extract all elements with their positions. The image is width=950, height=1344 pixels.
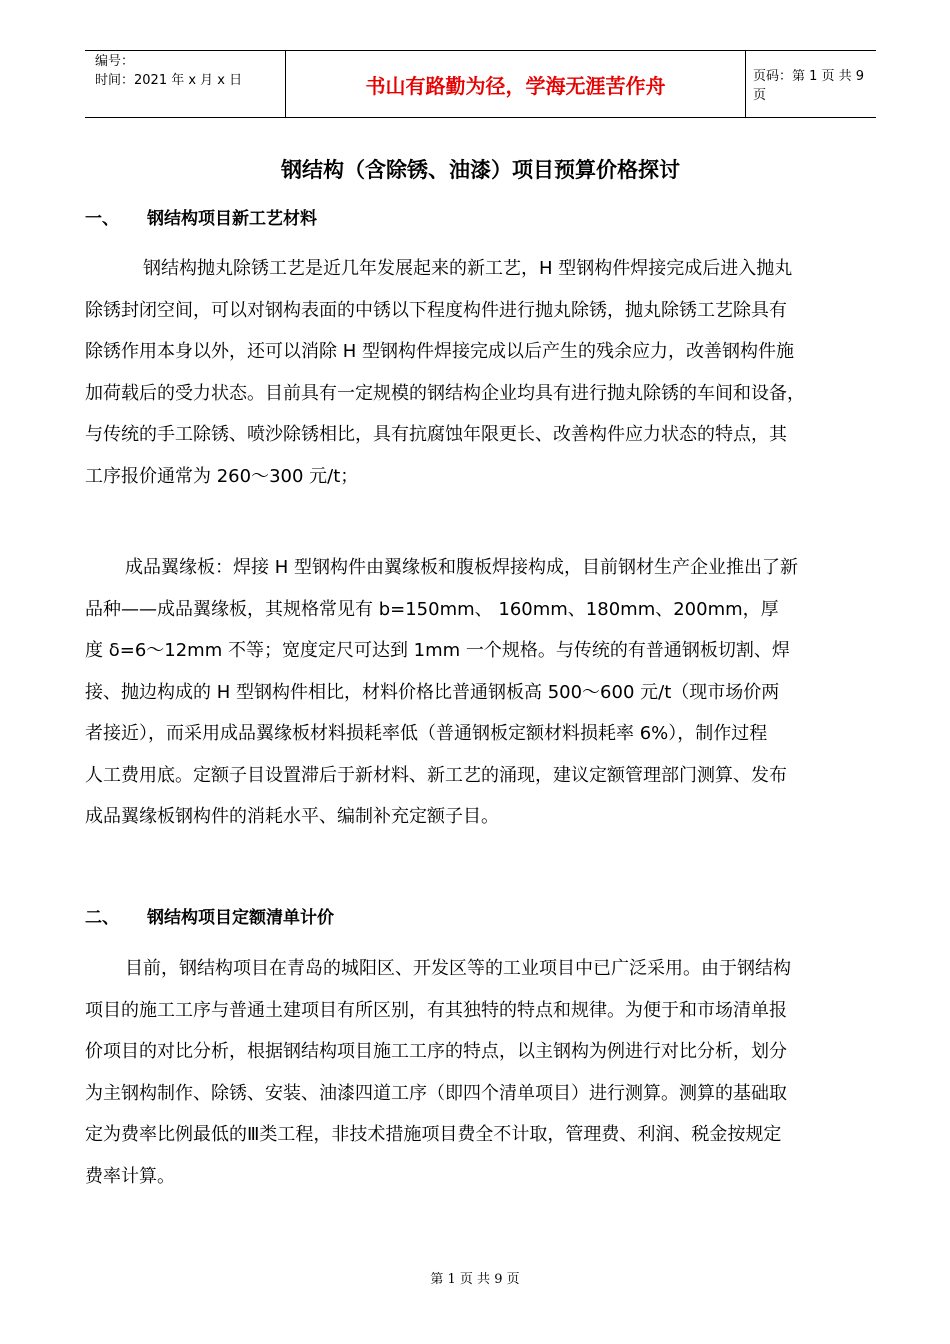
- paragraph-line: 度 δ=6～12mm 不等；宽度定尺可达到 1mm 一个规格。与传统的有普通钢板切割、焊: [85, 640, 790, 661]
- document-number-label: 编号：: [95, 54, 135, 69]
- paragraph-line: 成品翼缘板：焊接 H 型钢构件由翼缘板和腹板焊接构成，目前钢材生产企业推出了新: [125, 557, 798, 578]
- page-header: [85, 50, 876, 118]
- section-number: 二、: [85, 908, 119, 928]
- header-motto: 书山有路勤为径，学海无涯苦作舟: [285, 51, 746, 117]
- paragraph-line: 成品翼缘板钢构件的消耗水平、编制补充定额子目。: [85, 806, 499, 827]
- document-title: 钢结构（含除锈、油漆）项目预算价格探讨: [281, 158, 680, 182]
- document-time-label: 时间：2021 年 x 月 x 日: [95, 73, 243, 88]
- paragraph-line: 加荷载后的受力状态。目前具有一定规模的钢结构企业均具有进行抛丸除锈的车间和设备，: [85, 382, 805, 404]
- paragraph-line: 价项目的对比分析，根据钢结构项目施工工序的特点，以主钢构为例进行对比分析，划分: [85, 1041, 787, 1062]
- paragraph-line: 除锈作用本身以外，还可以消除 H 型钢构件焊接完成以后产生的残余应力，改善钢构件施: [85, 341, 794, 362]
- header-page-info: 页码：第 1 页 共 9 页: [753, 69, 865, 103]
- paragraph-line: 费率计算。: [85, 1165, 175, 1187]
- paragraph-line: 定为费率比例最低的Ⅲ类工程，非技术措施项目费全不计取，管理费、利润、税金按规定: [85, 1124, 782, 1145]
- page-footer: 第 1 页 共 9 页: [430, 1272, 520, 1287]
- section-number: 一、: [85, 209, 119, 229]
- section-title: 钢结构项目新工艺材料: [147, 209, 317, 229]
- section-heading-1: [85, 204, 317, 234]
- paragraph-line: 人工费用底。定额子目设置滞后于新材料、新工艺的涌现，建议定额管理部门测算、发布: [85, 764, 787, 786]
- section-heading-2: [85, 903, 334, 933]
- paragraph-line: 除锈封闭空间，可以对钢构表面的中锈以下程度构件进行抛丸除锈，抛丸除锈工艺除具有: [85, 299, 787, 321]
- paragraph-line: 目前，钢结构项目在青岛的城阳区、开发区等的工业项目中已广泛采用。由于钢结构: [125, 958, 791, 979]
- section-title: 钢结构项目定额清单计价: [147, 908, 334, 928]
- paragraph-line: 与传统的手工除锈、喷沙除锈相比，具有抗腐蚀年限更长、改善构件应力状态的特点，其: [85, 424, 787, 445]
- paragraph: [85, 547, 876, 838]
- paragraph-line: 者接近），而采用成品翼缘板材料损耗率低（普通钢板定额材料损耗率 6%），制作过程: [85, 723, 768, 744]
- paragraph-line: 工序报价通常为 260～300 元/t；: [85, 465, 359, 487]
- paragraph: [85, 948, 876, 1197]
- paragraph-line: 接、抛边构成的 H 型钢构件相比，材料价格比普通钢板高 500～600 元/t（现市场价两: [85, 681, 780, 703]
- paragraph-line: 品种——成品翼缘板，其规格常见有 b=150mm、 160mm、180mm、200mm，厚: [85, 598, 779, 620]
- paragraph-line: 钢结构抛丸除锈工艺是近几年发展起来的新工艺，H 型钢构件焊接完成后进入抛丸: [143, 258, 793, 279]
- header-meta: [85, 51, 285, 117]
- paragraph: [85, 248, 876, 497]
- paragraph-line: 为主钢构制作、除锈、安装、油漆四道工序（即四个清单项目）进行测算。测算的基础取: [85, 1082, 787, 1104]
- paragraph-line: 项目的施工工序与普通土建项目有所区别，有其独特的特点和规律。为便于和市场清单报: [85, 999, 787, 1021]
